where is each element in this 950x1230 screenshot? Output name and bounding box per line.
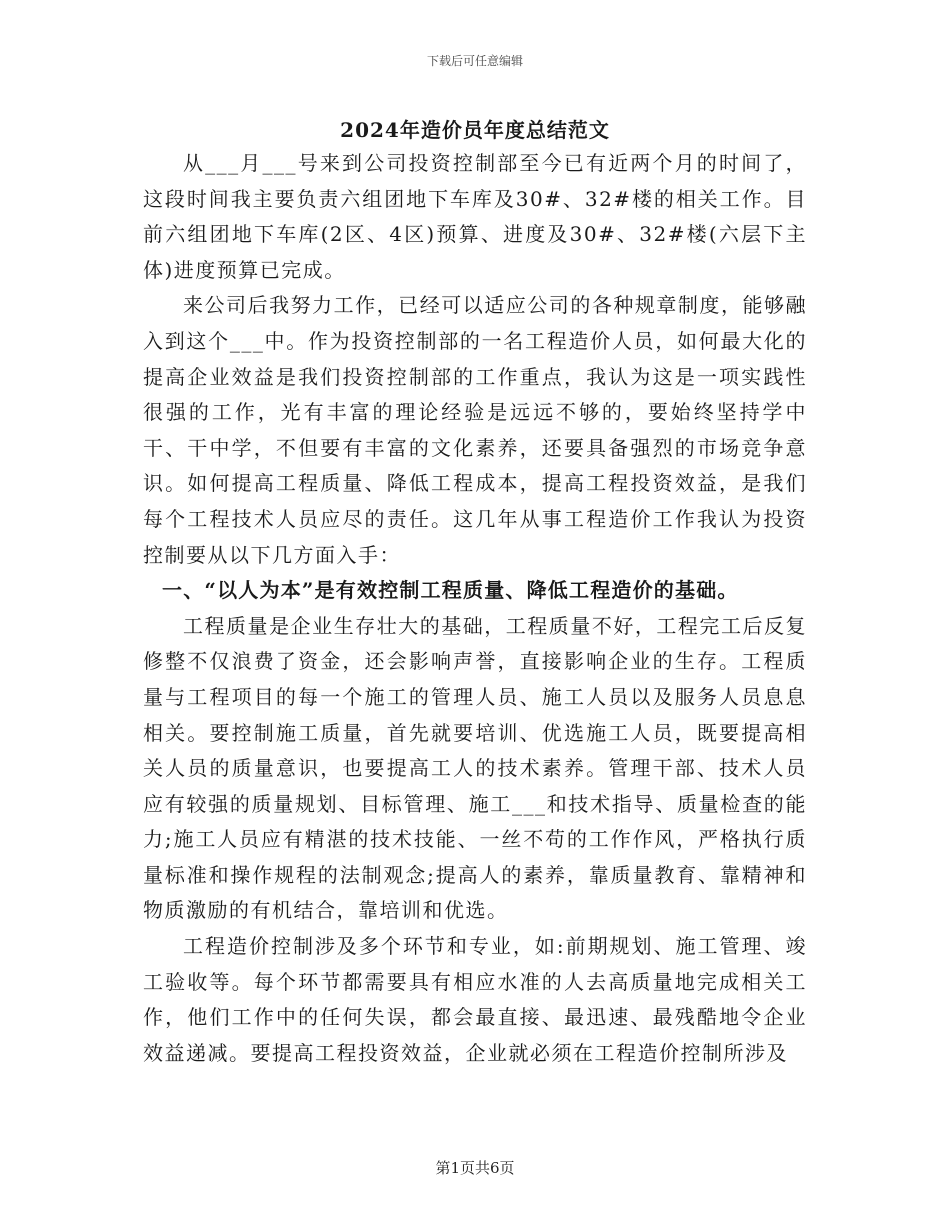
page-number: 第1页共6页 — [435, 1159, 515, 1177]
paragraph-2: 来公司后我努力工作，已经可以适应公司的各种规章制度，能够融入到这个___中。作为投资控制部的一名工程造价人员，如何最大化的提高企业效益是我们投资控制部的工作重点，我认为这是一项实践性很强的工作，光有丰富的理论经验是远远不够的，要始终坚持学中干、干中学，不但要有丰富的文化素养，还要具备强烈的市场竞争意识。如何提高工程质量、降低工程成本，提高工程投资效益，是我们每个工程技术人员应尽的责任。这几年从事工程造价工作我认为投资控制要从以下几方面入手： — [143, 293, 807, 567]
paragraph-4: 工程造价控制涉及多个环节和专业，如:前期规划、施工管理、竣工验收等。每个环节都需要具有相应水准的人去高质量地完成相关工作，他们工作中的任何失误，都会最直接、最迅速、最残酷地令企业效益递减。要提高工程投资效益，企业就必须在工程造价控制所涉及 — [143, 934, 807, 1065]
paragraph-3: 工程质量是企业生存壮大的基础，工程质量不好，工程完工后反复修整不仅浪费了资金，还会影响声誉，直接影响企业的生存。工程质量与工程项目的每一个施工的管理人员、施工人员以及服务人员息息相关。要控制施工质量，首先就要培训、优选施工人员，既要提高相关人员的质量意识，也要提高工人的技术素养。管理干部、技术人员应有较强的质量规划、目标管理、施工___和技术指导、质量检查的能力;施工人员应有精湛的技术技能、一丝不苟的工作作风，严格执行质量标准和操作规程的法制观念;提高人的素养，靠质量教育、靠精神和物质激励的有机结合，靠培训和优选。 — [143, 613, 807, 923]
header-note: 下载后可任意编辑 — [426, 54, 523, 68]
document-title: 2024年造价员年度总结范文 — [340, 118, 610, 142]
section-heading-1: 一、“以人为本”是有效控制工程质量、降低工程造价的基础。 — [162, 578, 739, 603]
document-body — [143, 146, 807, 1071]
paragraph-1: 从___月___号来到公司投资控制部至今已有近两个月的时间了，这段时间我主要负责六组团地下车库及30#、32#楼的相关工作。目前六组团地下车库(2区、4区)预算、进度及30#、32#楼(六层下主体)进度预算已完成。 — [143, 151, 807, 282]
